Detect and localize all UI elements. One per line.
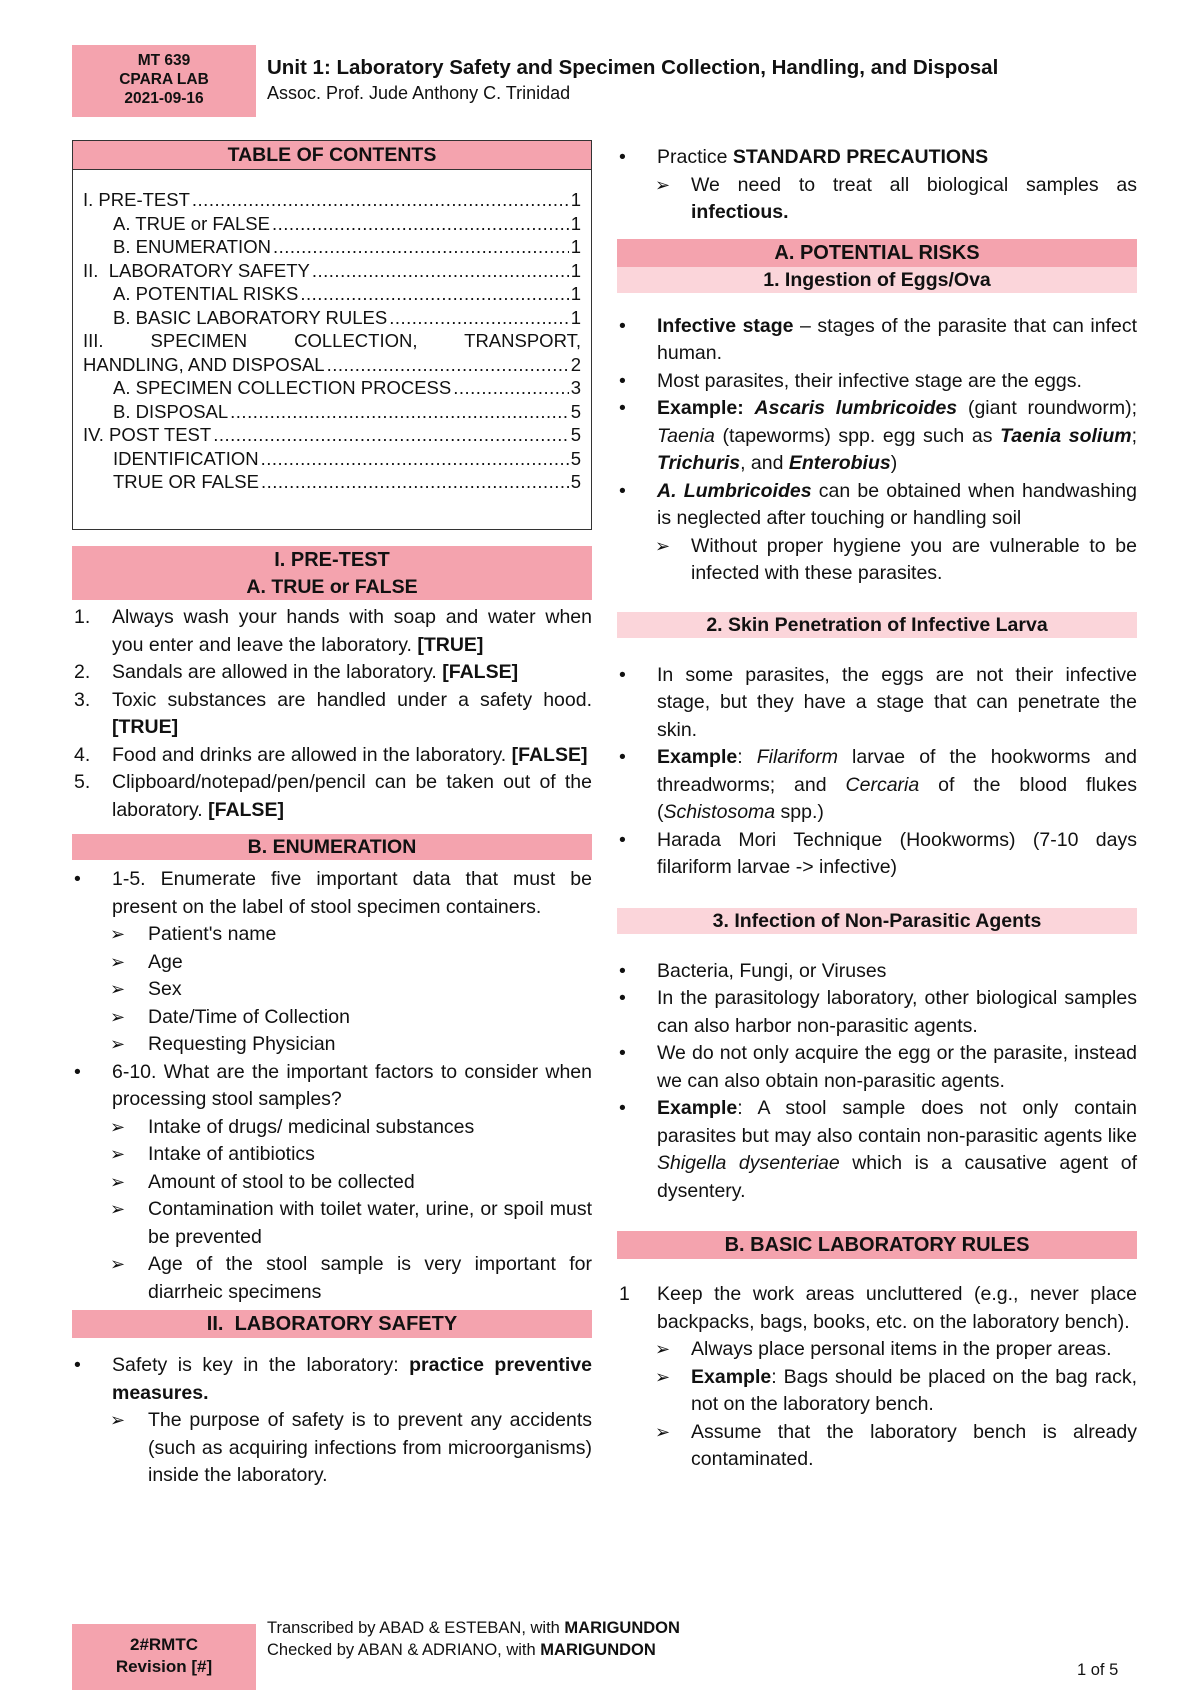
item-text: of the blood flukes ( — [657, 773, 1137, 823]
species-name: Enterobius — [788, 452, 891, 474]
sub-item — [72, 1141, 592, 1169]
species-name: Filariform — [756, 746, 838, 768]
toc-label: A. SPECIMEN COLLECTION PROCESS — [113, 377, 452, 398]
example-label: Example — [691, 1365, 772, 1388]
topic-band-non-parasitic: 3. Infection of Non-Parasitic Agents — [617, 908, 1137, 934]
list-item — [72, 604, 592, 659]
transcriber-credit — [267, 1619, 680, 1638]
species-name: Taenia solium — [1000, 424, 1132, 447]
arrow-bullet-icon: ➢ — [655, 1339, 671, 1359]
arrow-bullet-icon: ➢ — [110, 1410, 126, 1430]
section-band-pretest: I. PRE-TEST — [72, 546, 592, 574]
toc-row[interactable] — [73, 447, 591, 471]
topic-band-skin-penetration: 2. Skin Penetration of Infective Larva — [617, 612, 1137, 638]
arrow-bullet-icon: ➢ — [110, 1034, 126, 1054]
toc-label: HANDLING, AND DISPOSAL — [83, 353, 325, 375]
toc-label: B. ENUMERATION — [113, 236, 271, 257]
toc-row[interactable] — [73, 306, 591, 330]
item-text: (giant roundworm); — [957, 397, 1137, 419]
list-item — [72, 742, 592, 770]
arrow-bullet-icon: ➢ — [110, 1199, 126, 1219]
item-number: 5. — [74, 771, 91, 793]
toc-page: 1 — [570, 259, 581, 281]
item-text: ) — [890, 452, 898, 474]
toc-row[interactable] — [73, 212, 591, 236]
sub-item-text: Age of the stool sample is very important for diarrheic specimens — [148, 1253, 592, 1303]
species-name: Taenia — [657, 424, 715, 447]
item-text: (tapeworms) spp. egg such as — [714, 424, 1001, 447]
item-answer: [FALSE] — [511, 743, 588, 766]
toc-row[interactable] — [73, 470, 591, 494]
sub-item — [617, 533, 1137, 588]
sub-item-text: Requesting Physician — [148, 1033, 336, 1055]
revision-box — [72, 1624, 256, 1690]
item-text: can be obtained when handwashing is neglected after touching or handling soil — [657, 479, 1137, 529]
species-name: A. Lumbricoides — [657, 479, 812, 502]
sub-item — [72, 1407, 592, 1490]
list-item — [72, 769, 592, 824]
species-name: Shigella dysenteriae — [657, 1152, 840, 1174]
toc-row[interactable] — [73, 400, 591, 424]
item-text: ; — [1131, 424, 1137, 447]
document-title: Unit 1: Laboratory Safety and Specimen Collection, Handling, and Disposal — [267, 56, 999, 79]
left-column — [72, 140, 592, 1490]
toc-row[interactable] — [73, 329, 591, 353]
item-number: 1. — [74, 606, 91, 628]
subsection-band-potential-risks: A. POTENTIAL RISKS — [617, 239, 1137, 267]
item-text: Keep the work areas uncluttered (e.g., never place backpacks, bags, books, etc. on the laboratory bench). — [657, 1283, 1137, 1333]
toc-row[interactable] — [73, 282, 591, 306]
list-item — [72, 659, 592, 687]
sub-item — [72, 1196, 592, 1251]
item-text: Clipboard/notepad/pen/pencil can be taken out of the laboratory. — [112, 771, 592, 821]
list-item — [617, 313, 1137, 368]
arrow-bullet-icon: ➢ — [655, 1366, 671, 1387]
list-item — [617, 985, 1137, 1040]
revision-label: Revision [#] — [115, 1657, 213, 1676]
item-text: In the parasitology laboratory, other biological samples can also harbor non-parasitic agents. — [657, 987, 1137, 1037]
credit-text: Checked by ABAN & ADRIANO, with — [267, 1641, 541, 1659]
item-text: Practice — [657, 146, 733, 168]
item-text: 6-10. What are the important factors to consider when processing stool samples? — [112, 1060, 592, 1110]
bullet-icon: • — [74, 868, 81, 890]
bullet-icon: • — [619, 397, 626, 419]
bullet-icon: • — [619, 987, 626, 1009]
bullet-icon: • — [74, 1060, 81, 1083]
course-label-box — [72, 45, 256, 117]
arrow-bullet-icon: ➢ — [110, 1006, 126, 1027]
item-text: We do not only acquire the egg or the parasite, instead we can also obtain non-parasitic agents. — [657, 1042, 1137, 1092]
item-text: Food and drinks are allowed in the laboratory. — [112, 743, 512, 766]
credit-text: Transcribed by ABAD & ESTEBAN, with — [267, 1619, 565, 1637]
arrow-bullet-icon: ➢ — [110, 1144, 126, 1164]
checker-credit — [267, 1641, 656, 1660]
arrow-bullet-icon: ➢ — [110, 1116, 126, 1137]
species-name: Cercaria — [845, 773, 920, 796]
toc-label: IDENTIFICATION — [113, 447, 259, 469]
list-item — [617, 958, 1137, 986]
sub-item-text: : Bags should be placed on the bag rack, not on the laboratory bench. — [691, 1365, 1137, 1415]
sub-item-text: Intake of antibiotics — [148, 1143, 315, 1165]
credit-bold: MARIGUNDON — [540, 1641, 656, 1659]
bullet-icon: • — [619, 369, 626, 392]
arrow-bullet-icon: ➢ — [110, 1171, 126, 1192]
arrow-bullet-icon: ➢ — [655, 535, 671, 556]
sub-item — [72, 1114, 592, 1142]
list-item — [617, 144, 1137, 172]
sub-item — [72, 1004, 592, 1032]
list-item — [72, 866, 592, 921]
sub-item-bold: infectious. — [691, 201, 789, 223]
arrow-bullet-icon: ➢ — [110, 979, 126, 999]
arrow-bullet-icon: ➢ — [655, 174, 671, 195]
sub-item-text: Assume that the laboratory bench is already contaminated. — [691, 1420, 1137, 1470]
sub-item — [72, 976, 592, 1004]
example-label: Example — [657, 1097, 738, 1119]
item-text: 1-5. Enumerate five important data that must be present on the label of stool specimen containers. — [112, 868, 592, 918]
list-item — [617, 827, 1137, 882]
sub-item-text: Always place personal items in the proper areas. — [691, 1338, 1112, 1360]
toc-page: 5 — [570, 471, 581, 492]
arrow-bullet-icon: ➢ — [110, 951, 126, 972]
arrow-bullet-icon: ➢ — [655, 1421, 671, 1442]
toc-label: II. LABORATORY SAFETY — [83, 259, 310, 281]
item-text: : A stool sample does not only contain parasites but may also contain non-parasitic agents like — [657, 1097, 1137, 1147]
toc-row[interactable] — [73, 376, 591, 400]
species-name: Ascaris lumbricoides — [754, 397, 958, 419]
batch-label: 2#RMTC — [129, 1635, 198, 1654]
toc-label: TRUE OR FALSE — [113, 471, 259, 492]
sub-item-text: Contamination with toilet water, urine, or spoil must be prevented — [148, 1198, 592, 1248]
arrow-bullet-icon: ➢ — [110, 924, 126, 944]
sub-item — [617, 1364, 1137, 1419]
toc-label: IV. POST TEST — [83, 424, 212, 445]
item-text: : — [737, 746, 757, 768]
list-item — [617, 744, 1137, 827]
sub-item-text: Age — [148, 950, 183, 973]
bullet-icon: • — [619, 146, 626, 168]
item-number: 2. — [74, 661, 91, 683]
item-text: , and — [740, 452, 789, 474]
sub-item-text: Without proper hygiene you are vulnerable to be infected with these parasites. — [691, 534, 1137, 584]
subsection-band-enumeration: B. ENUMERATION — [72, 834, 592, 860]
sub-item-text: Date/Time of Collection — [148, 1005, 350, 1028]
item-text: Most parasites, their infective stage are the eggs. — [657, 369, 1082, 392]
list-item — [617, 478, 1137, 533]
item-answer: [FALSE] — [208, 798, 284, 821]
toc-page: 3 — [570, 377, 581, 398]
toc-page: 5 — [570, 447, 581, 469]
item-answer: [TRUE] — [112, 716, 179, 738]
list-item — [617, 1281, 1137, 1336]
item-text: Safety is key in the laboratory: — [112, 1354, 410, 1376]
example-label: Example: — [657, 397, 744, 419]
bullet-icon: • — [619, 479, 626, 502]
toc-page: 1 — [570, 236, 581, 257]
item-number: 3. — [74, 688, 91, 711]
list-item — [72, 687, 592, 742]
toc-row[interactable] — [73, 423, 591, 447]
sub-item — [72, 921, 592, 949]
toc-page: 5 — [570, 400, 581, 422]
item-bold: STANDARD PRECAUTIONS — [732, 146, 989, 168]
bullet-icon: • — [619, 746, 626, 768]
toc-heading: TABLE OF CONTENTS — [73, 141, 591, 170]
list-item — [617, 1095, 1137, 1205]
toc-row[interactable] — [73, 353, 591, 377]
sub-item — [72, 949, 592, 977]
item-text: Sandals are allowed in the laboratory. — [112, 661, 443, 683]
toc-row[interactable] — [73, 259, 591, 283]
sub-item — [72, 1031, 592, 1059]
bullet-icon: • — [619, 1042, 626, 1064]
toc-row[interactable] — [73, 188, 591, 212]
toc-label: A. POTENTIAL RISKS — [113, 283, 299, 304]
sub-item-text: The purpose of safety is to prevent any accidents (such as acquiring infections from microorganisms) inside the laboratory. — [148, 1409, 592, 1486]
sub-item — [617, 172, 1137, 227]
arrow-bullet-icon: ➢ — [110, 1254, 126, 1274]
toc-label: A. TRUE or FALSE — [113, 212, 270, 234]
subsection-band-true-false: A. TRUE or FALSE — [72, 574, 592, 600]
section-band-laboratory-safety: II. LABORATORY SAFETY — [72, 1310, 592, 1338]
item-text: – stages of the parasite that can infect human. — [657, 314, 1137, 364]
sub-item-text: Sex — [148, 978, 182, 1000]
list-item — [72, 1059, 592, 1114]
toc-page: 1 — [570, 212, 581, 234]
toc-label: B. DISPOSAL — [113, 400, 229, 422]
toc-label: I. PRE-TEST — [83, 189, 190, 210]
item-text: Always wash your hands with soap and water when you enter and leave the laboratory. — [112, 606, 592, 656]
item-text: Harada Mori Technique (Hookworms) (7-10 days filariform larvae -> infective) — [657, 828, 1137, 878]
bullet-icon: • — [619, 959, 626, 982]
list-item — [617, 395, 1137, 478]
bullet-icon: • — [74, 1354, 81, 1376]
bullet-icon: • — [619, 663, 626, 686]
document-author: Assoc. Prof. Jude Anthony C. Trinidad — [267, 83, 571, 103]
sub-item — [72, 1251, 592, 1306]
right-column — [617, 144, 1137, 1474]
item-bold: Infective stage — [657, 314, 794, 337]
sub-item — [617, 1419, 1137, 1474]
list-item — [617, 1040, 1137, 1095]
example-label: Example — [657, 746, 738, 768]
item-bold: practice preventive measures. — [112, 1354, 592, 1404]
item-text: Toxic substances are handled under a safety hood. — [112, 688, 592, 711]
item-answer: [TRUE] — [417, 633, 484, 656]
species-name: Trichuris — [657, 452, 741, 474]
toc-page: 2 — [570, 353, 581, 375]
page-number: 1 of 5 — [1077, 1661, 1119, 1679]
item-text: spp.) — [775, 801, 824, 823]
course-code: MT 639 — [137, 52, 191, 69]
toc-row[interactable] — [73, 235, 591, 259]
bullet-icon: • — [619, 314, 626, 337]
toc-page: 1 — [570, 306, 581, 328]
sub-item-text: Intake of drugs/ medicinal substances — [148, 1115, 475, 1138]
item-text: larvae of the hookworms and threadworms; and — [657, 746, 1137, 796]
species-name: Schistosoma — [663, 801, 776, 823]
item-text: Bacteria, Fungi, or Viruses — [657, 959, 887, 982]
sub-item-text: Amount of stool to be collected — [148, 1170, 415, 1193]
toc-label: B. BASIC LABORATORY RULES — [113, 306, 388, 328]
item-answer: [FALSE] — [442, 661, 519, 683]
list-item — [617, 662, 1137, 745]
toc-page: 1 — [570, 189, 581, 210]
list-item — [72, 1352, 592, 1407]
table-of-contents — [72, 140, 592, 530]
course-date: 2021-09-16 — [124, 90, 204, 107]
bullet-icon: • — [619, 1097, 626, 1119]
item-number: 1 — [619, 1283, 630, 1305]
sub-item — [72, 1169, 592, 1197]
bullet-icon: • — [619, 828, 626, 851]
course-lab: CPARA LAB — [119, 71, 209, 88]
list-item — [617, 368, 1137, 396]
item-text: which is a causative agent of dysentery. — [657, 1152, 1137, 1202]
item-text: In some parasites, the eggs are not their infective stage, but they have a stage that can penetrate the skin. — [657, 663, 1137, 741]
credit-bold: MARIGUNDON — [564, 1619, 680, 1637]
item-number: 4. — [74, 743, 91, 766]
subsection-band-basic-lab-rules: B. BASIC LABORATORY RULES — [617, 1231, 1137, 1259]
topic-band-ingestion: 1. Ingestion of Eggs/Ova — [617, 267, 1137, 293]
sub-item — [617, 1336, 1137, 1364]
toc-page: 1 — [570, 283, 581, 304]
sub-item-text: Patient's name — [148, 923, 277, 945]
sub-item-text: We need to treat all biological samples as — [691, 173, 1137, 196]
toc-page: 5 — [570, 424, 581, 445]
toc-label: III. SPECIMEN COLLECTION, TRANSPORT, — [83, 330, 581, 351]
